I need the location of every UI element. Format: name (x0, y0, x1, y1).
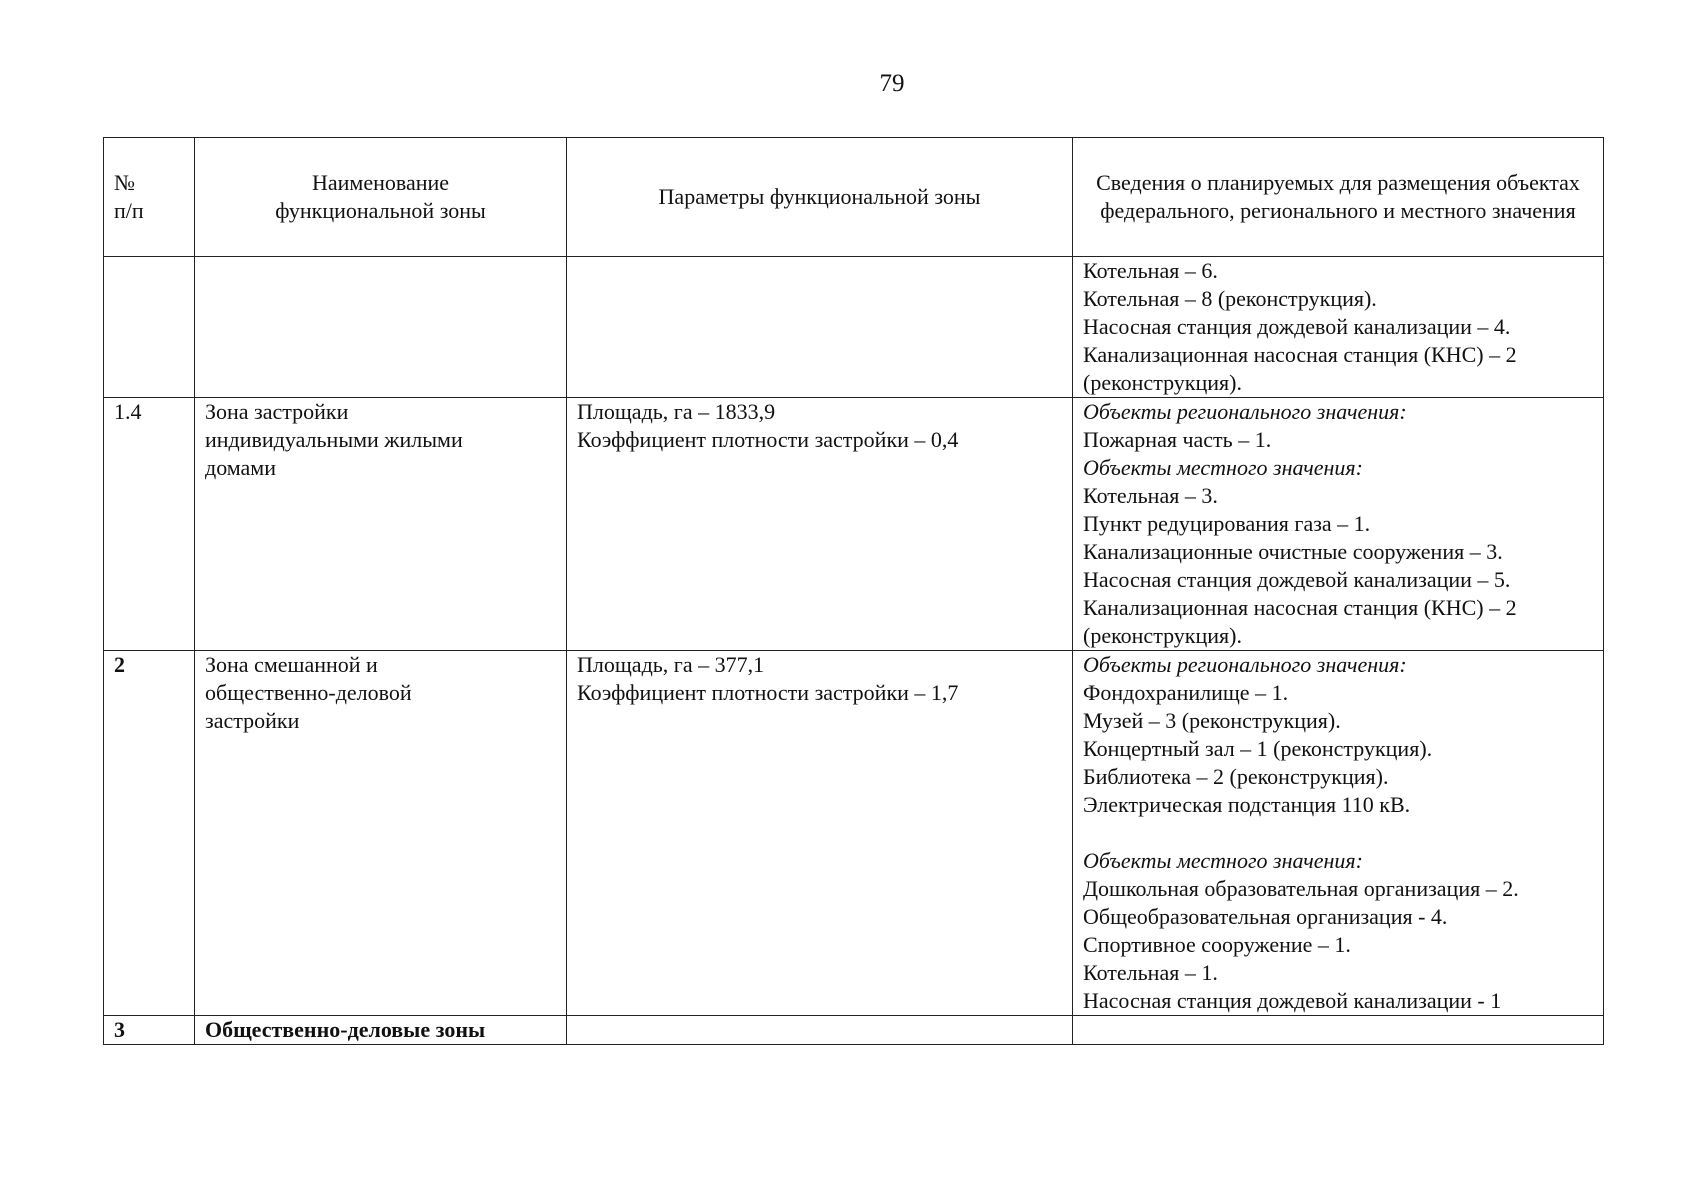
zone-name-line: застройки (205, 708, 300, 733)
table-row (104, 257, 1604, 398)
object-line: Спортивное сооружение – 1. (1083, 932, 1351, 957)
object-line: Котельная – 8 (реконструкция). (1083, 286, 1377, 311)
object-line: Электрическая подстанция 110 кВ. (1083, 792, 1411, 817)
header-num (104, 138, 195, 257)
row-number: 2 (114, 652, 125, 677)
cell-objects-info (1073, 1016, 1604, 1045)
object-line: Общеобразовательная организация - 4. (1083, 904, 1448, 929)
cell-zone-params (567, 651, 1073, 1016)
table-row (104, 1016, 1604, 1045)
header-objects-info (1073, 138, 1604, 257)
row-number: 1.4 (114, 399, 142, 424)
cell-num (104, 651, 195, 1016)
header-zone-params (567, 138, 1073, 257)
param-line: Площадь, га – 377,1 (577, 652, 765, 677)
cell-zone-name (195, 1016, 567, 1045)
object-line: Котельная – 3. (1083, 483, 1218, 508)
cell-zone-params (567, 257, 1073, 398)
objects-group-heading: Объекты местного значения: (1083, 455, 1363, 480)
row-number: 3 (114, 1017, 125, 1042)
cell-objects-info (1073, 651, 1604, 1016)
table-body (104, 257, 1604, 1045)
cell-zone-name (195, 257, 567, 398)
header-line: Параметры функциональной зоны (658, 184, 981, 209)
object-line: Канализационные очистные сооружения – 3. (1083, 539, 1503, 564)
cell-zone-name (195, 651, 567, 1016)
table-row (104, 398, 1604, 651)
header-line: п/п (114, 198, 144, 223)
object-line: (реконструкция). (1083, 623, 1242, 648)
object-line: Насосная станция дождевой канализации - 1 (1083, 988, 1502, 1013)
functional-zones-table (103, 137, 1604, 1045)
object-line: (реконструкция). (1083, 370, 1242, 395)
object-line: Котельная – 1. (1083, 960, 1218, 985)
header-line: функциональной зоны (275, 198, 486, 223)
object-line: Пожарная часть – 1. (1083, 427, 1272, 452)
object-line: Дошкольная образовательная организация – 2. (1083, 876, 1519, 901)
header-line: № (114, 170, 135, 195)
cell-num (104, 1016, 195, 1045)
header-line: федерального, регионального и местного значения (1100, 198, 1576, 223)
zone-name-line: Зона смешанной и (205, 652, 378, 677)
cell-num (104, 257, 195, 398)
header-zone-name (195, 138, 567, 257)
table-header-row (104, 138, 1604, 257)
zone-name-line: общественно-деловой (205, 680, 412, 705)
objects-group-heading: Объекты регионального значения: (1083, 652, 1407, 677)
objects-group-heading: Объекты местного значения: (1083, 848, 1363, 873)
cell-num (104, 398, 195, 651)
object-line: Канализационная насосная станция (КНС) – 2 (1083, 595, 1517, 620)
cell-zone-name (195, 398, 567, 651)
header-line: Сведения о планируемых для размещения объектах (1096, 170, 1580, 195)
objects-group-heading: Объекты регионального значения: (1083, 399, 1407, 424)
object-line: Фондохранилище – 1. (1083, 680, 1289, 705)
cell-objects-info (1073, 398, 1604, 651)
object-line: Библиотека – 2 (реконструкция). (1083, 764, 1389, 789)
zone-name-line: Зона застройки (205, 399, 349, 424)
zone-name-line: Общественно-деловые зоны (205, 1017, 486, 1042)
param-line: Коэффициент плотности застройки – 1,7 (577, 680, 959, 705)
object-line: Пункт редуцирования газа – 1. (1083, 511, 1371, 536)
object-line: Котельная – 6. (1083, 258, 1218, 283)
object-line: Концертный зал – 1 (реконструкция). (1083, 736, 1433, 761)
table-row (104, 651, 1604, 1016)
cell-zone-params (567, 1016, 1073, 1045)
object-line (1083, 819, 1593, 847)
param-line: Площадь, га – 1833,9 (577, 399, 776, 424)
zone-name-line: индивидуальными жилыми (205, 427, 463, 452)
object-line: Насосная станция дождевой канализации – 4. (1083, 314, 1511, 339)
cell-zone-params (567, 398, 1073, 651)
param-line: Коэффициент плотности застройки – 0,4 (577, 427, 959, 452)
object-line: Канализационная насосная станция (КНС) – 2 (1083, 342, 1517, 367)
zone-name-line: домами (205, 455, 277, 480)
object-line: Насосная станция дождевой канализации – 5. (1083, 567, 1511, 592)
page-number: 79 (879, 70, 905, 97)
cell-objects-info (1073, 257, 1604, 398)
header-line: Наименование (311, 170, 450, 195)
object-line: Музей – 3 (реконструкция). (1083, 708, 1341, 733)
